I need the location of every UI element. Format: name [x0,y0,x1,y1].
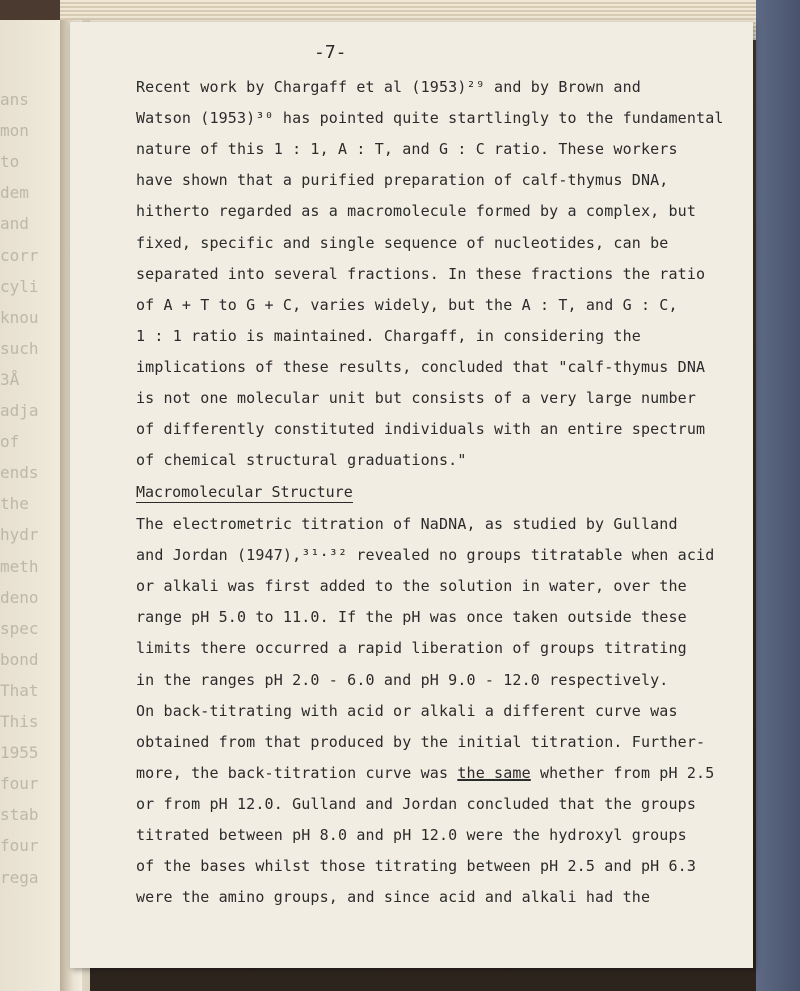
facing-page-text: of [0,432,20,452]
text-line: separated into several fractions. In these fractions the ratio [136,264,706,283]
text-line: were the amino groups, and since acid and alkali had the [136,888,651,907]
page-number: -7- [314,42,347,63]
facing-page-text: meth [0,556,39,576]
facing-page-text: ans [0,90,29,109]
text-line: more, the back-titration curve was the same whether from pH 2.5 [136,763,715,782]
text-line: in the ranges pH 2.0 - 6.0 and pH 9.0 - 12.0 respectively. [136,670,669,689]
facing-page-text: such [0,338,39,358]
text-line: or from pH 12.0. Gulland and Jordan concluded that the groups [136,794,697,813]
facing-page-text: dem [0,183,29,203]
text-line: range pH 5.0 to 11.0. If the pH was once taken outside these [136,608,687,627]
text-line: of differently constituted individuals with an entire spectrum [136,420,706,439]
facing-page-text: This [0,712,39,731]
text-line: The electrometric titration of NaDNA, as studied by Gulland [136,515,678,533]
text-line: hitherto regarded as a macromolecule formed by a complex, but [136,202,697,221]
facing-page-text: mon [0,121,29,141]
text-line: of the bases whilst those titrating between pH 2.5 and pH 6.3 [136,857,697,876]
text-line: Recent work by Chargaff et al (1953)²⁹ and by Brown and [136,78,641,96]
text-line: 1 : 1 ratio is maintained. Chargaff, in considering the [136,326,641,345]
underlined-phrase: the same [457,763,531,782]
facing-page-text: That [0,680,39,700]
book-cover-edge [756,0,800,991]
facing-page-text: knou [0,307,39,327]
facing-page-text: hydr [0,525,39,545]
text-line: of chemical structural graduations." [136,451,467,470]
text-line: Watson (1953)³⁰ has pointed quite startlingly to the fundamental [136,109,724,128]
facing-page-text: bond [0,649,39,669]
facing-page-text: 1955 [0,743,39,763]
section-heading: Macromolecular Structure [136,483,353,501]
text-line: obtained from that produced by the initial titration. Further- [136,732,706,751]
text-line: is not one molecular unit but consists of a very large number [136,389,697,407]
text-line: On back-titrating with acid or alkali a different curve was [136,701,678,720]
facing-page-text: to [0,152,20,172]
facing-page-text: cyli [0,276,39,296]
facing-page-text: four [0,774,39,794]
facing-page-text: corr [0,245,39,265]
text-line: and Jordan (1947),³¹·³² revealed no groups titratable when acid [136,546,715,565]
text-line: have shown that a purified preparation of calf-thymus DNA, [136,171,669,190]
facing-page-text: ends [0,463,39,483]
text-line: fixed, specific and single sequence of nucleotides, can be [136,233,669,252]
facing-page-text: spec [0,618,39,638]
facing-page-text: the [0,494,29,514]
facing-page-text: four [0,836,39,856]
text-line: titrated between pH 8.0 and pH 12.0 were the hydroxyl groups [136,826,687,844]
facing-page-text: and [0,214,29,234]
text-line: limits there occurred a rapid liberation of groups titrating [136,639,687,658]
facing-page-text: deno [0,587,39,607]
text-line: of A + T to G + C, varies widely, but the A : T, and G : C, [136,295,678,314]
facing-page-text: stab [0,805,39,825]
facing-page-text: rega [0,867,39,887]
facing-page-text: adja [0,401,39,420]
facing-page-text: 3Å [0,369,20,389]
text-line: nature of this 1 : 1, A : T, and G : C ratio. These workers [136,140,678,159]
text-line: implications of these results, concluded that "calf-thymus DNA [136,357,706,376]
text-line: or alkali was first added to the solution in water, over the [136,577,687,596]
